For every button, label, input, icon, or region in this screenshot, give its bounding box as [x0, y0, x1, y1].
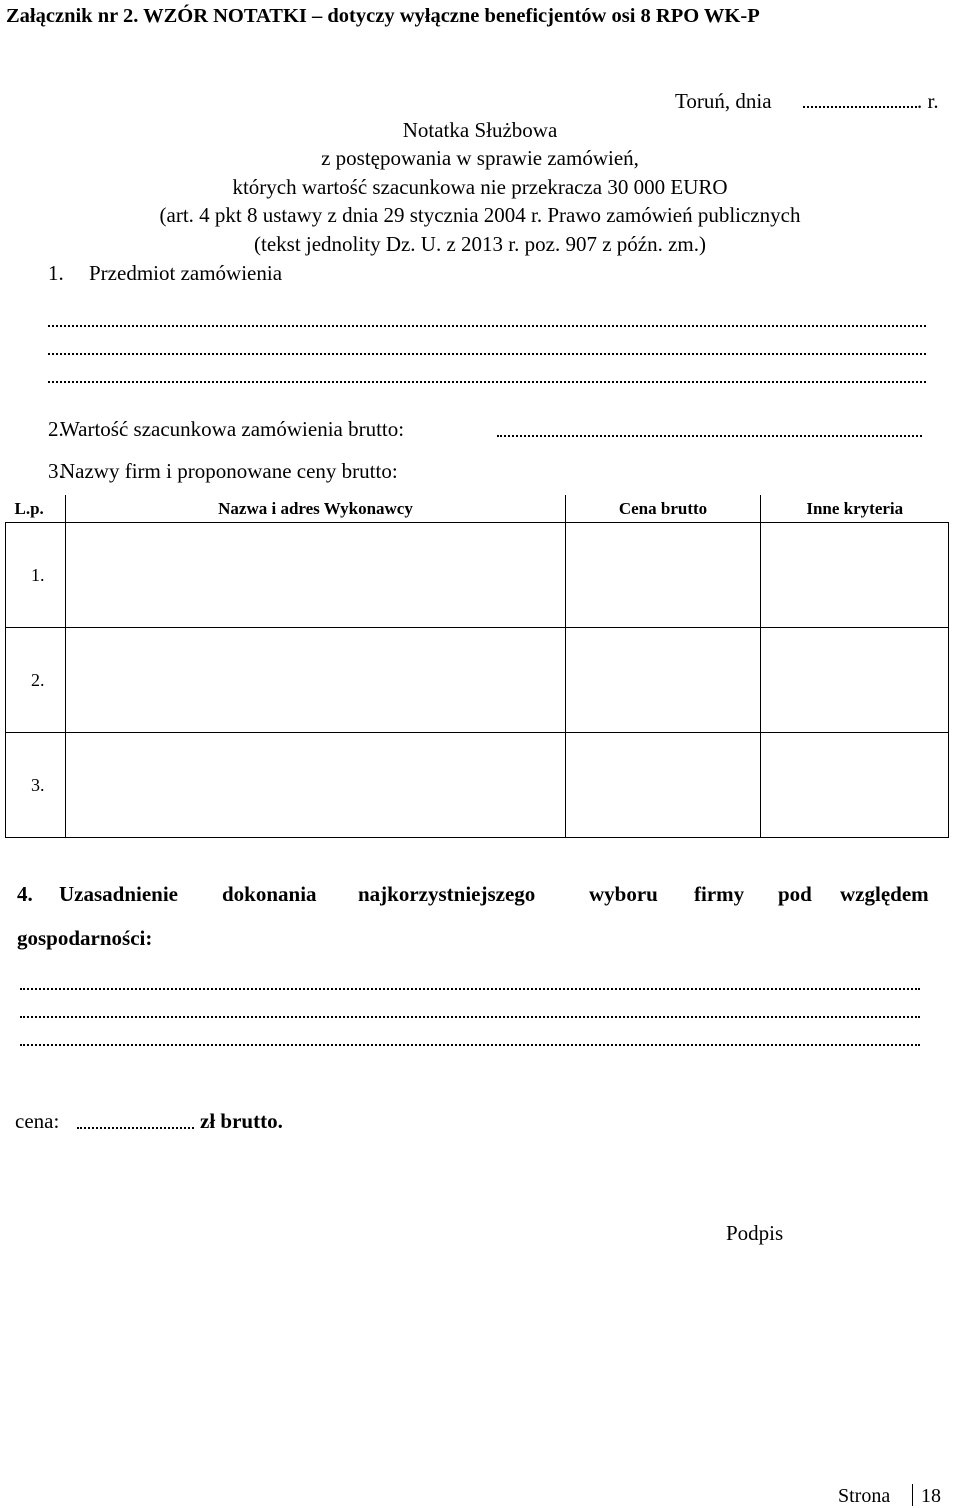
justification-line-1: [20, 988, 920, 990]
signature-label: Podpis: [726, 1221, 784, 1245]
page-number: 18: [921, 1485, 941, 1507]
subject-line-3: [48, 381, 926, 383]
price-cell[interactable]: [566, 733, 761, 838]
table-row: [6, 523, 949, 628]
date-suffix: . r.: [917, 89, 939, 113]
row-number: 3.: [6, 733, 66, 838]
table-header-row: [6, 495, 949, 523]
section-1-label: Przedmiot zamówienia: [89, 261, 283, 285]
memo-subtitle-3: (art. 4 pkt 8 ustawy z dnia 29 stycznia 2004 r. Prawo zamówień publicznych: [159, 203, 801, 227]
column-header-price: Cena brutto: [566, 495, 761, 523]
page-label: Strona: [838, 1485, 891, 1507]
price-suffix: zł brutto.: [200, 1109, 283, 1133]
section-4-word: dokonania: [222, 882, 317, 906]
column-header-contractor: Nazwa i adres Wykonawcy: [66, 495, 566, 523]
section-1-number: 1.: [48, 261, 64, 285]
contractor-cell[interactable]: [66, 733, 566, 838]
price-label: cena:: [15, 1109, 60, 1133]
memo-subtitle-2: których wartość szacunkowa nie przekracza 30 000 EURO: [232, 175, 728, 199]
footer-divider: [912, 1484, 913, 1506]
column-header-other-criteria: Inne kryteria: [761, 495, 949, 523]
section-3-label: Nazwy firm i proponowane ceny brutto:: [60, 459, 398, 483]
justification-line-3: [20, 1044, 920, 1046]
memo-subtitle-4: (tekst jednolity Dz. U. z 2013 r. poz. 907 z późn. zm.): [254, 232, 706, 256]
justification-line-2: [20, 1016, 920, 1018]
section-4-word: Uzasadnienie: [59, 882, 179, 906]
row-number: 2.: [6, 628, 66, 733]
subject-line-1: [48, 325, 926, 327]
memo-subtitle-1: z postępowania w sprawie zamówień,: [321, 146, 639, 170]
other-criteria-cell[interactable]: [761, 733, 949, 838]
price-cell[interactable]: [566, 628, 761, 733]
row-number: 1.: [6, 523, 66, 628]
section-4-word: pod: [778, 882, 812, 906]
table-row: [6, 628, 949, 733]
offers-table: [5, 495, 949, 838]
section-4-word: względem: [840, 882, 929, 906]
section-2-label: Wartość szacunkowa zamówienia brutto:: [60, 417, 405, 441]
section-4-number: 4.: [17, 882, 33, 906]
subject-line-2: [48, 353, 926, 355]
column-header-lp: L.p.: [6, 495, 66, 523]
contractor-cell[interactable]: [66, 628, 566, 733]
section-3-number: 3.: [48, 459, 64, 483]
memo-title: Notatka Służbowa: [402, 118, 558, 142]
date-dotted-field: [803, 106, 917, 108]
other-criteria-cell[interactable]: [761, 523, 949, 628]
place-date-label: Toruń, dnia: [675, 89, 772, 113]
document-title: Załącznik nr 2. WZÓR NOTATKI – dotyczy wyłączne beneficjentów osi 8 RPO WK-P: [6, 5, 760, 27]
contractor-cell[interactable]: [66, 523, 566, 628]
section-4-word: firmy: [694, 882, 745, 906]
other-criteria-cell[interactable]: [761, 628, 949, 733]
price-cell[interactable]: [566, 523, 761, 628]
estimated-value-field: [497, 435, 922, 437]
section-2-number: 2.: [48, 417, 64, 441]
price-dotted-field: [77, 1127, 194, 1129]
section-4-label-cont: gospodarności:: [17, 926, 153, 950]
section-4-word: wyboru: [589, 882, 658, 906]
table-row: [6, 733, 949, 838]
section-4-word: najkorzystniejszego: [358, 882, 536, 906]
